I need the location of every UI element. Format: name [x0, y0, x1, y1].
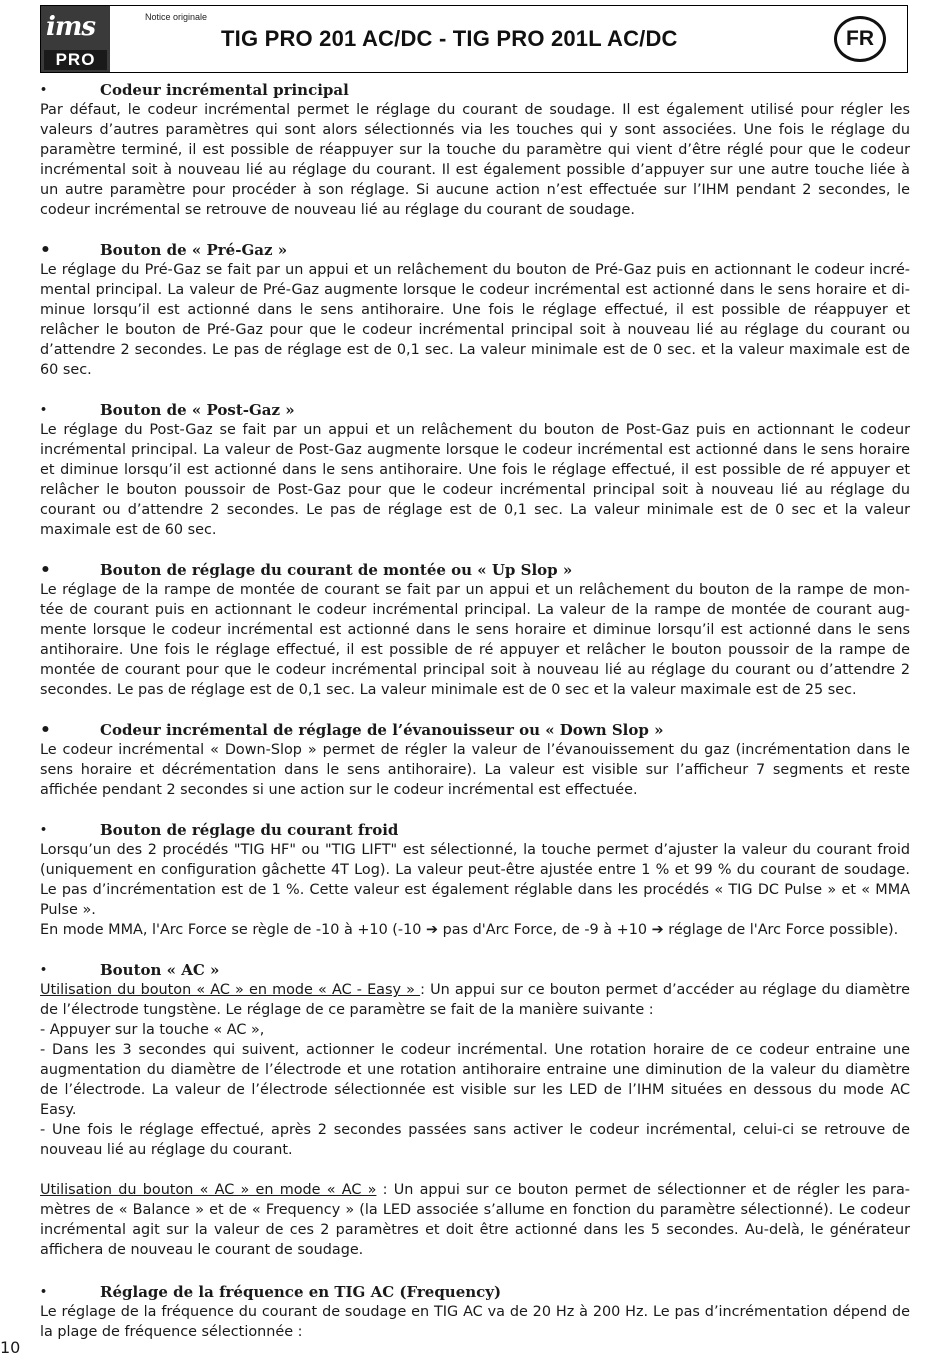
logo-ims-text: ims — [46, 12, 96, 42]
section-heading — [40, 1282, 910, 1302]
heading-text: Bouton de « Post-Gaz » — [100, 401, 295, 419]
paragraph: En mode MMA, l'Arc Force se règle de -10 à +10 (-10 ➔ pas d'Arc Force, de -9 à +10 ➔ réglage de l'Arc Force possible). — [40, 922, 899, 938]
heading-text: Réglage de la fréquence en TIG AC (Frequency) — [100, 1283, 502, 1301]
ims-pro-logo — [41, 6, 110, 72]
heading-text: Bouton de réglage du courant froid — [100, 821, 399, 839]
heading-text: Codeur incrémental principal — [100, 81, 349, 99]
bullet-icon: • — [40, 963, 48, 976]
logo-pro-text: PRO — [44, 50, 107, 70]
document-body — [40, 80, 910, 1342]
underlined-label: Utilisation du bouton « AC » en mode « AC » — [40, 1182, 377, 1198]
list-item: - Appuyer sur la touche « AC », — [40, 1022, 265, 1038]
section-heading — [40, 80, 910, 100]
paragraph: Le réglage de la fréquence du courant de soudage en TIG AC va de 20 Hz à 200 Hz. Le pas d’incrémentation dépend de la plage de fréquence sélectionnée : — [40, 1304, 910, 1340]
paragraph: Le codeur incrémental « Down-Slop » permet de régler la valeur de l’évanouissement du gaz (incrémentation dans le sens horaire et décrémentation dans le sens antihoraire). La valeur est visible sur l’afficheur 7 segments et reste affichée pendant 2 secondes si une action sur le codeur incrémental est effectuée. — [40, 742, 910, 798]
language-badge: FR — [834, 16, 886, 62]
section-heading — [40, 240, 910, 260]
paragraph: Lorsqu’un des 2 procédés "TIG HF" ou "TIG LIFT" est sélectionné, la touche permet d’ajuster la valeur du courant froid (uniquement en configuration gâchette 4T Log). La valeur peut-être ajustée entre 1 % et 99 % du courant de soudage. Le pas d’incrémentation est de 1 %. Cette valeur est également réglable dans les procédés « TIG DC Pulse » et « MMA Pulse ». — [40, 842, 910, 918]
page-header — [40, 5, 908, 73]
bullet-icon: • — [40, 240, 51, 260]
heading-text: Bouton « AC » — [100, 961, 220, 979]
heading-text: Bouton de « Pré-Gaz » — [100, 241, 288, 259]
heading-text: Bouton de réglage du courant de montée ou « Up Slop » — [100, 561, 573, 579]
underlined-label: Utilisation du bouton « AC » en mode « AC - Easy » — [40, 982, 421, 998]
bullet-icon: • — [40, 720, 51, 740]
bullet-icon: • — [40, 560, 51, 580]
paragraph: Le réglage du Post-Gaz se fait par un appui et un relâchement du bouton de Post-Gaz puis en actionnant le codeur incrémental principal. La valeur de Post-Gaz augmente lorsque le codeur incrémental est actionné dans le sens horaire et diminue lorsqu’il est actionné dans le sens antihoraire. Une fois le réglage effectué, il est possible de ré appuyer et relâcher le bouton poussoir de Post-Gaz pour que le codeur incrémental principal soit à nouveau lié au réglage du courant ou d’attendre 2 secondes. Le pas de réglage est de 0,1 sec. La valeur minimale est de 0 sec et la valeur maximale est de 60 sec. — [40, 422, 910, 538]
heading-text: Codeur incrémental de réglage de l’évanouisseur ou « Down Slop » — [100, 721, 664, 739]
bullet-icon: • — [40, 83, 48, 96]
notice-label: Notice originale — [145, 12, 208, 22]
list-item: - Une fois le réglage effectué, après 2 secondes passées sans activer le codeur incrémental, celui-ci se retrouve de nouveau lié au réglage du courant. — [40, 1122, 910, 1158]
section-heading — [40, 960, 910, 980]
paragraph: Le réglage du Pré-Gaz se fait par un appui et un relâchement du bouton de Pré-Gaz puis en actionnant le codeur incré-mental principal. La valeur de Pré-Gaz augmente lorsque le codeur incrémental est actionné dans le sens horaire et di-minue lorsqu’il est actionné dans le sens antihoraire. Une fois le réglage effectué, il est possible de réappuyer et relâcher le bouton de Pré-Gaz pour que le codeur incrémental principal soit à nouveau lié au réglage du courant ou d’attendre 2 secondes. Le pas de réglage est de 0,1 sec. La valeur minimale est de 0 sec. et la valeur maximale est de 60 sec. — [40, 262, 910, 378]
paragraph: Par défaut, le codeur incrémental permet le réglage du courant de soudage. Il est également utilisé pour régler les valeurs d’autres paramètres qui sont alors sélectionnés via les touches qui y sont associées. Une fois le réglage du paramètre terminé, il est possible de réappuyer sur la touche du paramètre qui vient d’être réglé pour que le codeur incrémental soit à nouveau lié au réglage du courant. Il est également possible d’appuyer sur une autre touche liée à un autre paramètre pour procéder à son réglage. Si aucune action n’est effectuée sur l’IHM pendant 2 secondes, le codeur incrémental se retrouve de nouveau lié au réglage du courant de soudage. — [40, 102, 910, 218]
bullet-icon: • — [40, 403, 48, 416]
section-heading — [40, 720, 910, 740]
bullet-icon: • — [40, 1285, 48, 1298]
paragraph: Le réglage de la rampe de montée de courant se fait par un appui et un relâchement du bouton de la rampe de mon-tée de courant puis en actionnant le codeur incrémental principal. La valeur de la rampe de montée de courant aug-mente lorsque le codeur incrémental est actionné dans le sens horaire et diminue lorsqu’il est actionné dans le sens antihoraire. Une fois le réglage effectué, il est possible de ré appuyer et relâcher le bouton poussoir de la rampe de montée de courant pour que le codeur incrémental principal soit à nouveau lié au réglage du courant ou d’attendre 2 secondes. Le pas de réglage est de 0,1 sec. La valeur minimale est de 0 sec et la valeur maximale est de 25 sec. — [40, 582, 910, 698]
bullet-icon: • — [40, 823, 48, 836]
section-heading — [40, 820, 910, 840]
paragraph — [40, 980, 910, 1020]
paragraph-text: : Un appui sur ce bouton permet de sélectionner et de régler les para-mètres de « Balance » et de « Frequency » (la LED associée s’allume en fonction du paramètre sélectionné). Le codeur incrémental agit sur la valeur de ces 2 paramètres et doit être actionné dans les 5 secondes. Au-delà, le générateur affichera de nouveau le courant de soudage. — [40, 1182, 910, 1258]
list-item: - Dans les 3 secondes qui suivent, actionner le codeur incrémental. Une rotation horaire de ce codeur entraine une augmentation du diamètre de l’électrode et une rotation antihoraire entraine une diminution de la valeur du diamètre de l’électrode. La valeur de l’électrode sélectionnée est visible sur les LED de l’IHM situées en dessous du mode AC Easy. — [40, 1042, 910, 1118]
section-heading — [40, 400, 910, 420]
page-title: TIG PRO 201 AC/DC - TIG PRO 201L AC/DC — [221, 26, 678, 51]
page-number: 10 — [0, 1338, 21, 1357]
section-heading — [40, 560, 910, 580]
paragraph-text: : Un appui sur ce bouton permet d’accéder au réglage du diamètre de l’électrode tungstène. Le réglage de ce paramètre se fait de la manière suivante : — [40, 982, 910, 1018]
paragraph — [40, 1180, 910, 1260]
